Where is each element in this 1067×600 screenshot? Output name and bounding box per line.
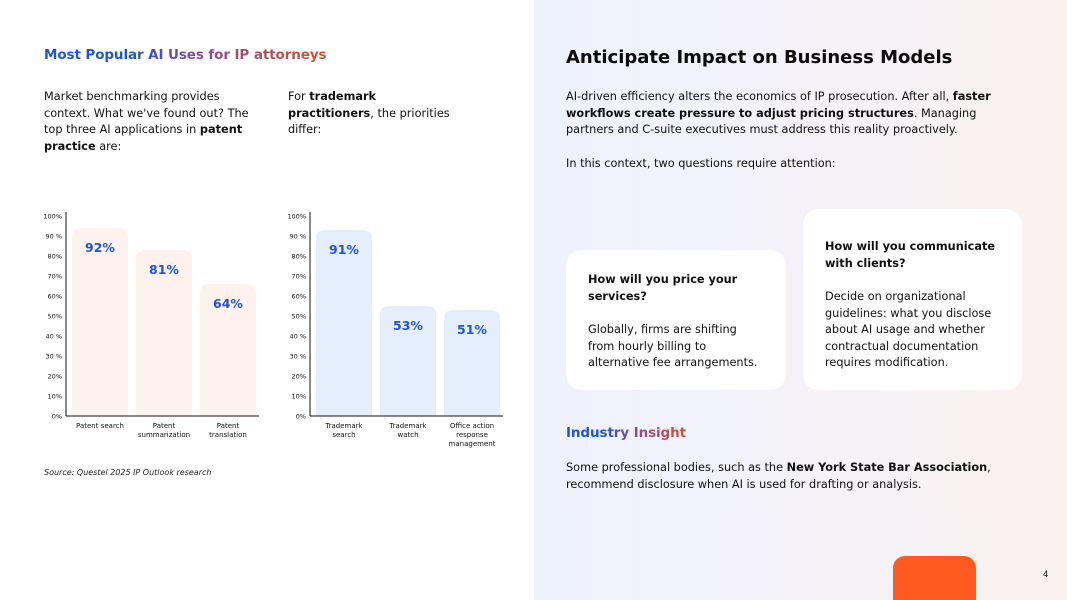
category-label: management bbox=[448, 440, 496, 448]
business-intro-end: . Managing partners and C-suite executives must address this reality proactively. bbox=[566, 106, 977, 136]
category-label: Trademark bbox=[325, 422, 363, 430]
section-title: Most Popular AI Uses for IP attorneys bbox=[44, 47, 327, 63]
y-tick-label: 50% bbox=[291, 312, 306, 321]
category-label: Patent bbox=[152, 422, 176, 430]
y-tick-label: 80% bbox=[47, 252, 62, 261]
communication-body: Decide on organizational guidelines: what you disclose about AI usage and whether contractual documentation requires modification. bbox=[825, 290, 992, 369]
pricing-card bbox=[566, 250, 786, 390]
y-tick-label: 100% bbox=[287, 212, 306, 221]
category-label: search bbox=[332, 431, 356, 439]
category-label: Patent search bbox=[76, 422, 124, 430]
y-tick-label: 0% bbox=[51, 412, 62, 421]
y-tick-label: 30 % bbox=[45, 352, 62, 361]
y-tick-label: 90 % bbox=[289, 232, 306, 241]
y-tick-label: 0% bbox=[295, 412, 306, 421]
category-label: summarization bbox=[137, 431, 191, 439]
page-number: 4 bbox=[1043, 570, 1049, 580]
y-tick-label: 90 % bbox=[45, 232, 62, 241]
y-tick-label: 40 % bbox=[289, 332, 306, 341]
y-tick-label: 80% bbox=[291, 252, 306, 261]
industry-insight-text bbox=[566, 460, 1006, 493]
patent-intro-end: are: bbox=[95, 139, 122, 153]
trademark-intro bbox=[288, 89, 463, 139]
pricing-question: How will you price your services? bbox=[588, 273, 738, 303]
communication-question: How will you communicate with clients? bbox=[825, 240, 996, 270]
trademark-intro-end: , the priorities differ: bbox=[288, 106, 450, 136]
trademark-chart-svg bbox=[272, 205, 512, 455]
y-tick-label: 10% bbox=[291, 392, 306, 401]
y-tick-label: 100% bbox=[43, 212, 62, 221]
y-tick-label: 70% bbox=[291, 272, 306, 281]
category-label: Trademark bbox=[389, 422, 427, 430]
category-label: translation bbox=[209, 431, 247, 439]
orange-accent-tab bbox=[893, 556, 976, 600]
data-label: 91% bbox=[329, 242, 359, 257]
industry-insight-title: Industry Insight bbox=[566, 425, 686, 441]
data-label: 92% bbox=[85, 240, 115, 255]
communication-card bbox=[803, 209, 1022, 390]
bar bbox=[72, 228, 128, 416]
patent-chart-svg bbox=[28, 205, 268, 455]
data-label: 64% bbox=[213, 296, 243, 311]
pricing-body: Globally, firms are shifting from hourly billing to alternative fee arrangements. bbox=[588, 323, 758, 369]
data-label: 81% bbox=[149, 262, 179, 277]
y-tick-label: 60% bbox=[47, 292, 62, 301]
y-tick-label: 70% bbox=[47, 272, 62, 281]
y-tick-label: 60% bbox=[291, 292, 306, 301]
source-note: Source: Questel 2025 IP Outlook research bbox=[44, 468, 212, 477]
y-tick-label: 10% bbox=[47, 392, 62, 401]
category-label: watch bbox=[397, 431, 419, 439]
patent-intro-text: Market benchmarking provides context. What we've found out? The top three AI applications in bbox=[44, 90, 249, 136]
trademark-chart bbox=[272, 205, 512, 459]
patent-intro-bold: patent practice bbox=[44, 123, 243, 153]
category-label: Office action bbox=[449, 422, 495, 430]
category-label: response bbox=[456, 431, 488, 439]
y-tick-label: 50% bbox=[47, 312, 62, 321]
context-line: In this context, two questions require attention: bbox=[566, 157, 836, 170]
business-intro bbox=[566, 89, 1006, 139]
insight-text: Some professional bodies, such as the bbox=[566, 461, 787, 474]
business-models-title: Anticipate Impact on Business Models bbox=[566, 47, 953, 68]
data-label: 53% bbox=[393, 318, 423, 333]
business-intro-text: AI-driven efficiency alters the economics of IP prosecution. After all, bbox=[566, 90, 953, 103]
patent-chart bbox=[28, 205, 268, 459]
business-intro-bold: faster workflows create pressure to adjust pricing structures bbox=[566, 90, 991, 120]
y-tick-label: 20% bbox=[291, 372, 306, 381]
data-label: 51% bbox=[457, 322, 487, 337]
category-label: Patent bbox=[216, 422, 240, 430]
patent-intro bbox=[44, 89, 269, 155]
y-tick-label: 40 % bbox=[45, 332, 62, 341]
trademark-intro-bold: trademark practitioners bbox=[288, 90, 377, 120]
insight-end: , recommend disclosure when AI is used for drafting or analysis. bbox=[566, 461, 991, 491]
y-tick-label: 20% bbox=[47, 372, 62, 381]
insight-bold: New York State Bar Association bbox=[786, 461, 988, 474]
trademark-intro-text: For bbox=[288, 90, 310, 103]
bar bbox=[316, 230, 372, 416]
y-tick-label: 30 % bbox=[289, 352, 306, 361]
